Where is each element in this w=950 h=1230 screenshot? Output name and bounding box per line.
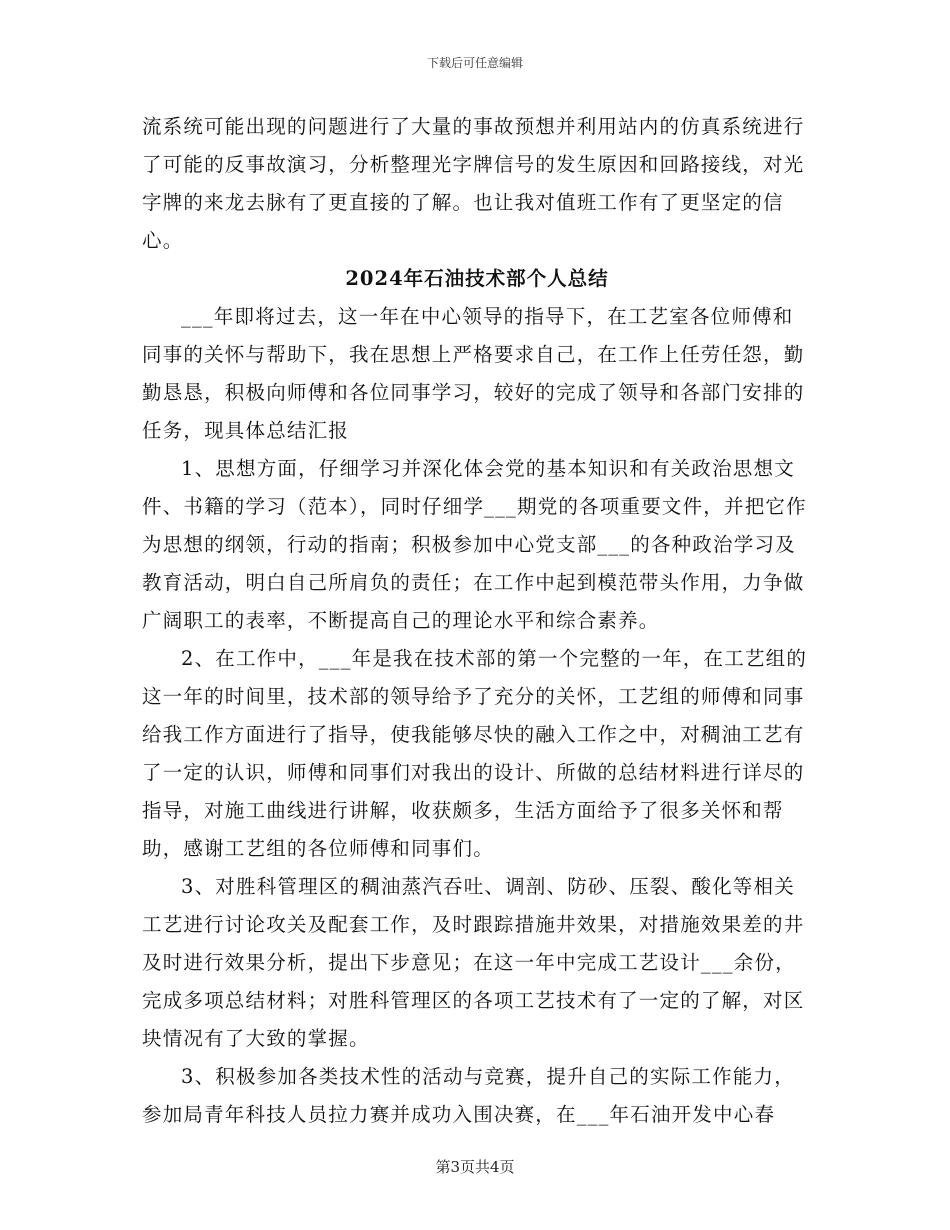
document-body bbox=[142, 108, 812, 1134]
page-footer: 第3页共4页 bbox=[435, 1158, 515, 1176]
process-paragraph: 3、对胜科管理区的稠油蒸汽吞吐、调剖、防砂、压裂、酸化等相关工艺进行讨论攻关及配套工作，及时跟踪措施井效果，对措施效果差的井及时进行效果分析，提出下步意见；在这一年中完成工艺设计___余份，完成多项总结材料；对胜科管理区的各项工艺技术有了一定的了解，对区块情况有了大致的掌握。 bbox=[142, 875, 805, 1050]
intro-paragraph: ___年即将过去，这一年在中心领导的指导下，在工艺室各位师傅和同事的关怀与帮助下，我在思想上严格要求自己，在工作上任劳任怨，勤勤恳恳，积极向师傅和各位同事学习，较好的完成了领导和各部门安排的任务，现具体总结汇报 bbox=[142, 305, 805, 442]
document-title: 2024年石油技术部个人总结 bbox=[345, 267, 609, 290]
thought-paragraph: 1、思想方面，仔细学习并深化体会党的基本知识和有关政治思想文件、书籍的学习（范本），同时仔细学___期党的各项重要文件，并把它作为思想的纲领，行动的指南；积极参加中心党支部___的各种政治学习及教育活动，明白自己所肩负的责任；在工作中起到模范带头作用，力争做广阔职工的表率，不断提高自己的理论水平和综合素养。 bbox=[142, 457, 807, 632]
activities-paragraph: 3、积极参加各类技术性的活动与竞赛，提升自己的实际工作能力，参加局青年科技人员拉力赛并成功入围决赛，在___年石油开发中心春 bbox=[142, 1065, 795, 1126]
work-paragraph: 2、在工作中，___年是我在技术部的第一个完整的一年，在工艺组的这一年的时间里，技术部的领导给予了充分的关怀，工艺组的师傅和同事给我工作方面进行了指导，使我能够尽快的融入工作之中，对稠油工艺有了一定的认识，师傅和同事们对我出的设计、所做的总结材料进行详尽的指导，对施工曲线进行讲解，收获颇多，生活方面给予了很多关怀和帮助，感谢工艺组的各位师傅和同事们。 bbox=[142, 647, 808, 860]
page-header: 下载后可任意编辑 bbox=[426, 56, 523, 70]
continued-paragraph: 流系统可能出现的问题进行了大量的事故预想并利用站内的仿真系统进行了可能的反事故演习，分析整理光字牌信号的发生原因和回路接线，对光字牌的来龙去脉有了更直接的了解。也让我对值班工作有了更坚定的信心。 bbox=[142, 115, 805, 252]
